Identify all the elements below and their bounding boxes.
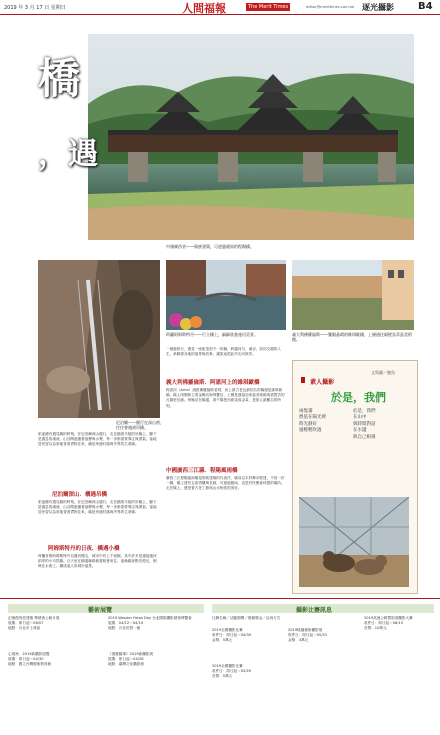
- body-nepal-2: 旅途總有遇見橋的時刻。在尼泊爾深山健行，走在鋪著木板的吊橋上，腳下是湍急的溪流，山谷間迴盪著風聲與水聲，每一步都需要專注與勇氣。當地居民習以為常地背著貨物往來，橋是串連村落與外界的生命線。: [38, 500, 157, 515]
- photo-amsterdam: [166, 260, 286, 330]
- footer-left-title: 藝術展覽: [88, 607, 113, 614]
- page-number: B4: [418, 1, 433, 12]
- hero-caption: 中國廣西省——侗族建築，可遮風避雨的程陽橋。: [166, 244, 254, 249]
- sidebar-tag-label: 素人攝影: [310, 379, 335, 386]
- photo-florence: [292, 260, 414, 330]
- cats-illustration: [299, 497, 409, 587]
- subhead-florence: 義大利佛羅倫斯．阿諾河上的維琪歐橋: [166, 380, 260, 386]
- suspension-bridge-illustration: [38, 260, 160, 418]
- amsterdam-canal-illustration: [166, 260, 286, 330]
- sidebar-tag: [301, 369, 334, 388]
- contact-url: editor@merittimes.com.tw: [306, 5, 355, 9]
- photo-nepal-bridge: [38, 260, 160, 418]
- caption-nepal: 尼泊爾——健行在深山裡，往往會遇到吊橋。: [116, 420, 164, 430]
- footer-left-header: [8, 604, 204, 613]
- florence-bridge-illustration: [292, 260, 414, 330]
- exhibit-item-4: 《視覺隨筆》2019新攝影展 展期：即日起～04/28 地點：臺灣文化攝影館: [108, 652, 154, 667]
- exhibit-item-2: 2019 Wonder Fotos Day 台北國際攝影藝術博覽會 展期：04/12～04/14 地點：台北世貿一館: [108, 616, 192, 631]
- subhead-guangxi: 中國廣西三江縣．程陽風雨橋: [166, 468, 238, 474]
- masthead-logo: 人間福報: [182, 2, 226, 15]
- contest-item-4: 2019全國攝影比賽 收件日：即日起～05/20 首獎：5萬元: [212, 664, 252, 679]
- sidebar-byline: 文與圖／鮑魚: [371, 370, 395, 375]
- wind-rain-bridge-illustration: [88, 34, 414, 240]
- footer-divider: [0, 598, 440, 599]
- feature-title-main: 橋: [38, 54, 81, 103]
- contest-columns: 比賽名稱／活動期間／徵稿獎金／洽詢方式: [212, 616, 281, 620]
- issue-date: 2019 年 3 月 17 日 星期日: [4, 5, 66, 11]
- feature-title-rest: ，遇: [38, 137, 98, 172]
- exhibit-item-1: 記憶復刻老建築 華藝術公館月展 展期：即日起～06/07 地點：台北市士林區: [8, 616, 60, 631]
- footer-right-header: [212, 604, 434, 613]
- exhibit-item-3: 心視角：2019新攝影展覽 展期：即日起～04/30 地點：國立台灣藝術教育館: [8, 652, 52, 667]
- subhead-amsterdam: 阿姆斯特丹的日夜．橋遇小橋: [48, 546, 120, 552]
- body-nepal: 旅途總有遇見橋的時刻。在尼泊爾深山健行，走在鋪著木板的吊橋上，腳下是湍急的溪流，山谷間迴盪著風聲與水聲，每一步都需要專注與勇氣。當地居民習以為常地背著貨物往來，橋是串連村落與外界的生命線。: [38, 432, 157, 447]
- sidebar-amateur-photo: [292, 360, 418, 594]
- feature-title: [38, 56, 108, 172]
- caption-florence: 義大利佛羅倫斯——雙眼晶晴的維琪歐橋，上層通往隔壁烏菲茲美術館。: [292, 332, 412, 342]
- contest-item-3: 2019高速公路暨旅遊攝影大賽 收件日：即日起～06/15 首獎：10萬元: [364, 616, 413, 631]
- page-header: [0, 0, 440, 15]
- intro-text: 一趟趟旅行，遇見一座座造型不一的橋，跨越河川、溪谷，如同交錯的人生，承載著各地的風景與故事，讓旅途從此岸走向彼岸。: [166, 347, 281, 357]
- caption-amsterdam: 荷蘭阿姆斯特丹——行立橋上，細細欣賞運河美景。: [166, 332, 258, 337]
- sidebar-poem-2: 兩隻貓 偎依在陽光裡 時光靜好 風輕輕吹過: [299, 409, 326, 434]
- hero-photo-bridge: [88, 34, 414, 240]
- section-title: 逐光攝影: [362, 3, 394, 12]
- body-guangxi: 廣西三江程陽風雨橋是侗族建築的代表作，橋身以木材榫卯搭建，不用一釘一鉚，橋上建有五座塔樓與長廊，可遮風避雨，也是村民聚會休憩的場所。走在橋上，感受著古老工藝與山水相依的美好。: [166, 476, 285, 491]
- contest-item-1: 2019全國攝影比賽 收件日：即日起～04/30 金獎：5萬元: [212, 628, 252, 643]
- photo-cats: [299, 497, 409, 587]
- sidebar-title: 於是，我們: [331, 391, 386, 404]
- sidebar-poem: 於是，我們 在山中 與時間對話 在水邊 與自己相遇: [353, 409, 376, 440]
- body-amsterdam: 荷蘭首都阿姆斯特丹以運河聞名，城市中有上千座橋，其中許多是連接運河兩岸的小巧拱橋。白天坐在橋邊咖啡館看船隻來往，夜晚橋身點亮燈光，倒映在水面上，構成迷人的城市風景。: [38, 554, 157, 569]
- body-florence: 阿諾河（Arno）流經佛羅倫斯老城，河上最古老也最知名的橋便是維琪歐橋。橋上兩側林立著金飾店與珠寶店，上層是連接烏菲茲美術館與碧提宮的瓦薩里長廊。傍晚站在橋邊，看夕陽把河面染成金黃，是旅人最難忘的時刻。: [166, 388, 285, 408]
- subhead-nepal: 尼泊爾深山．構遇吊橋: [52, 492, 108, 498]
- contest-item-2: 2019桃園藝術攝影展 收件日：即日起～05/31 金獎：3萬元: [288, 628, 328, 643]
- footer-right-title: 攝影比賽訊息: [296, 607, 333, 614]
- sidebar-tag-marker: [301, 377, 305, 383]
- masthead-english: The Merit Times: [248, 4, 289, 10]
